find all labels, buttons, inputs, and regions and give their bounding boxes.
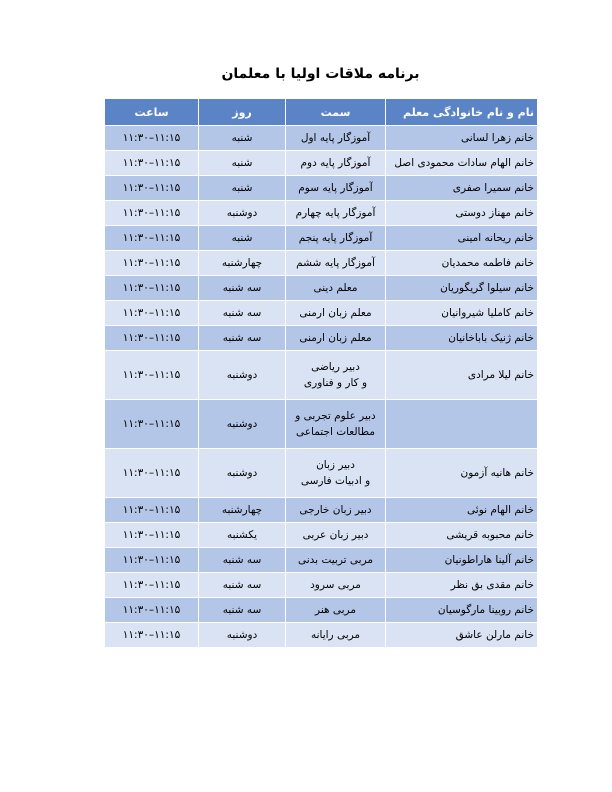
header-role: سمت (286, 99, 386, 126)
meeting-time: ۱۱:۱۵–۱۱:۳۰ (105, 548, 199, 573)
table-row (105, 498, 538, 523)
meeting-day: دوشنبه (199, 201, 286, 226)
meeting-time: ۱۱:۱۵–۱۱:۳۰ (105, 201, 199, 226)
meeting-day: شنبه (199, 176, 286, 201)
teacher-name: خانم آلینا هاراطونیان (386, 548, 538, 573)
teacher-name: خانم هانیه آزمون (386, 449, 538, 498)
teacher-role: آموزگار پایه ششم (286, 251, 386, 276)
meeting-day: سه شنبه (199, 326, 286, 351)
teacher-role: معلم زبان ارمنی (286, 326, 386, 351)
teacher-name: خانم روبینا مارگوسیان (386, 598, 538, 623)
teacher-role (286, 400, 386, 449)
meeting-day: سه شنبه (199, 598, 286, 623)
meeting-time: ۱۱:۱۵–۱۱:۳۰ (105, 573, 199, 598)
teacher-name: خانم الهام نوئی (386, 498, 538, 523)
table-row (105, 573, 538, 598)
header-name: نام و نام خانوادگی معلم (386, 99, 538, 126)
teacher-name: خانم مقدی بق نظر (386, 573, 538, 598)
meeting-day: چهارشنبه (199, 251, 286, 276)
teacher-name: خانم سمیرا صفری (386, 176, 538, 201)
teacher-role-line: دبیر زبان (316, 459, 355, 471)
meeting-day: سه شنبه (199, 276, 286, 301)
teacher-role-line: و کار و فناوری (303, 377, 368, 389)
meeting-time: ۱۱:۱۵–۱۱:۳۰ (105, 176, 199, 201)
meeting-day: دوشنبه (199, 449, 286, 498)
table-row (105, 276, 538, 301)
table-row (105, 623, 538, 648)
table-header-row (105, 99, 538, 126)
teacher-name: خانم زهرا لسانی (386, 126, 538, 151)
meeting-time: ۱۱:۱۵–۱۱:۳۰ (105, 251, 199, 276)
meeting-day: شنبه (199, 126, 286, 151)
table-row (105, 301, 538, 326)
teacher-role: آموزگار پایه سوم (286, 176, 386, 201)
meeting-day: دوشنبه (199, 623, 286, 648)
teacher-name: خانم لیلا مرادی (386, 351, 538, 400)
teacher-name: خانم کاملیا شیروانیان (386, 301, 538, 326)
table-row (105, 251, 538, 276)
table-row (105, 151, 538, 176)
teacher-role: مربی تربیت بدنی (286, 548, 386, 573)
table-row (105, 201, 538, 226)
teacher-name: خانم مهناز دوستی (386, 201, 538, 226)
meeting-day: سه شنبه (199, 301, 286, 326)
meeting-time: ۱۱:۱۵–۱۱:۳۰ (105, 276, 199, 301)
teacher-role (286, 351, 386, 400)
table-row (105, 351, 538, 400)
meeting-day: شنبه (199, 151, 286, 176)
table-row (105, 598, 538, 623)
teacher-role-line: دبیر علوم تجربی و (295, 410, 376, 422)
meeting-day: یکشنبه (199, 523, 286, 548)
meeting-day: چهارشنبه (199, 498, 286, 523)
meeting-time: ۱۱:۱۵–۱۱:۳۰ (105, 400, 199, 449)
header-day: روز (199, 99, 286, 126)
meeting-time: ۱۱:۱۵–۱۱:۳۰ (105, 151, 199, 176)
meeting-day: شنبه (199, 226, 286, 251)
teacher-role: آموزگار پایه چهارم (286, 201, 386, 226)
teacher-role: دبیر زبان عربی (286, 523, 386, 548)
header-time: ساعت (105, 99, 199, 126)
teacher-name: خانم فاطمه محمدیان (386, 251, 538, 276)
meeting-time: ۱۱:۱۵–۱۱:۳۰ (105, 498, 199, 523)
teacher-name: خانم سیلوا گریگوریان (386, 276, 538, 301)
table-row (105, 226, 538, 251)
teacher-name: خانم مارلن عاشق (386, 623, 538, 648)
meeting-day: سه شنبه (199, 573, 286, 598)
teacher-name: خانم الهام سادات محمودی اصل (386, 151, 538, 176)
teacher-role-line: دبیر ریاضی (311, 361, 360, 373)
table-row (105, 523, 538, 548)
teacher-role: آموزگار پایه دوم (286, 151, 386, 176)
meeting-time: ۱۱:۱۵–۱۱:۳۰ (105, 226, 199, 251)
teacher-role: مربی هنر (286, 598, 386, 623)
teacher-role (286, 449, 386, 498)
meeting-time: ۱۱:۱۵–۱۱:۳۰ (105, 449, 199, 498)
meeting-day: دوشنبه (199, 400, 286, 449)
schedule-table (104, 98, 538, 648)
teacher-role: آموزگار پایه اول (286, 126, 386, 151)
teacher-role: آموزگار پایه پنجم (286, 226, 386, 251)
teacher-role-line: مطالعات اجتماعی (296, 426, 375, 438)
meeting-time: ۱۱:۱۵–۱۱:۳۰ (105, 351, 199, 400)
teacher-role: دبیر زبان خارجی (286, 498, 386, 523)
page-title: برنامه ملاقات اولیا با معلمان (221, 66, 420, 82)
meeting-day: دوشنبه (199, 351, 286, 400)
teacher-role-line: و ادبیات فارسی (300, 475, 371, 487)
meeting-time: ۱۱:۱۵–۱۱:۳۰ (105, 598, 199, 623)
table-row (105, 176, 538, 201)
meeting-time: ۱۱:۱۵–۱۱:۳۰ (105, 326, 199, 351)
teacher-name: خانم ریحانه امینی (386, 226, 538, 251)
table-row (105, 400, 538, 449)
meeting-day: سه شنبه (199, 548, 286, 573)
meeting-time: ۱۱:۱۵–۱۱:۳۰ (105, 126, 199, 151)
teacher-role: معلم زبان ارمنی (286, 301, 386, 326)
table-row (105, 449, 538, 498)
teacher-role: معلم دینی (286, 276, 386, 301)
meeting-time: ۱۱:۱۵–۱۱:۳۰ (105, 523, 199, 548)
meeting-time: ۱۱:۱۵–۱۱:۳۰ (105, 623, 199, 648)
table-row (105, 548, 538, 573)
meeting-time: ۱۱:۱۵–۱۱:۳۰ (105, 301, 199, 326)
table-row (105, 326, 538, 351)
teacher-role: مربی رایانه (286, 623, 386, 648)
teacher-name: خانم محبوبه قریشی (386, 523, 538, 548)
teacher-name: خانم ژنیک باباخانیان (386, 326, 538, 351)
teacher-name (386, 400, 538, 449)
teacher-role: مربی سرود (286, 573, 386, 598)
table-row (105, 126, 538, 151)
